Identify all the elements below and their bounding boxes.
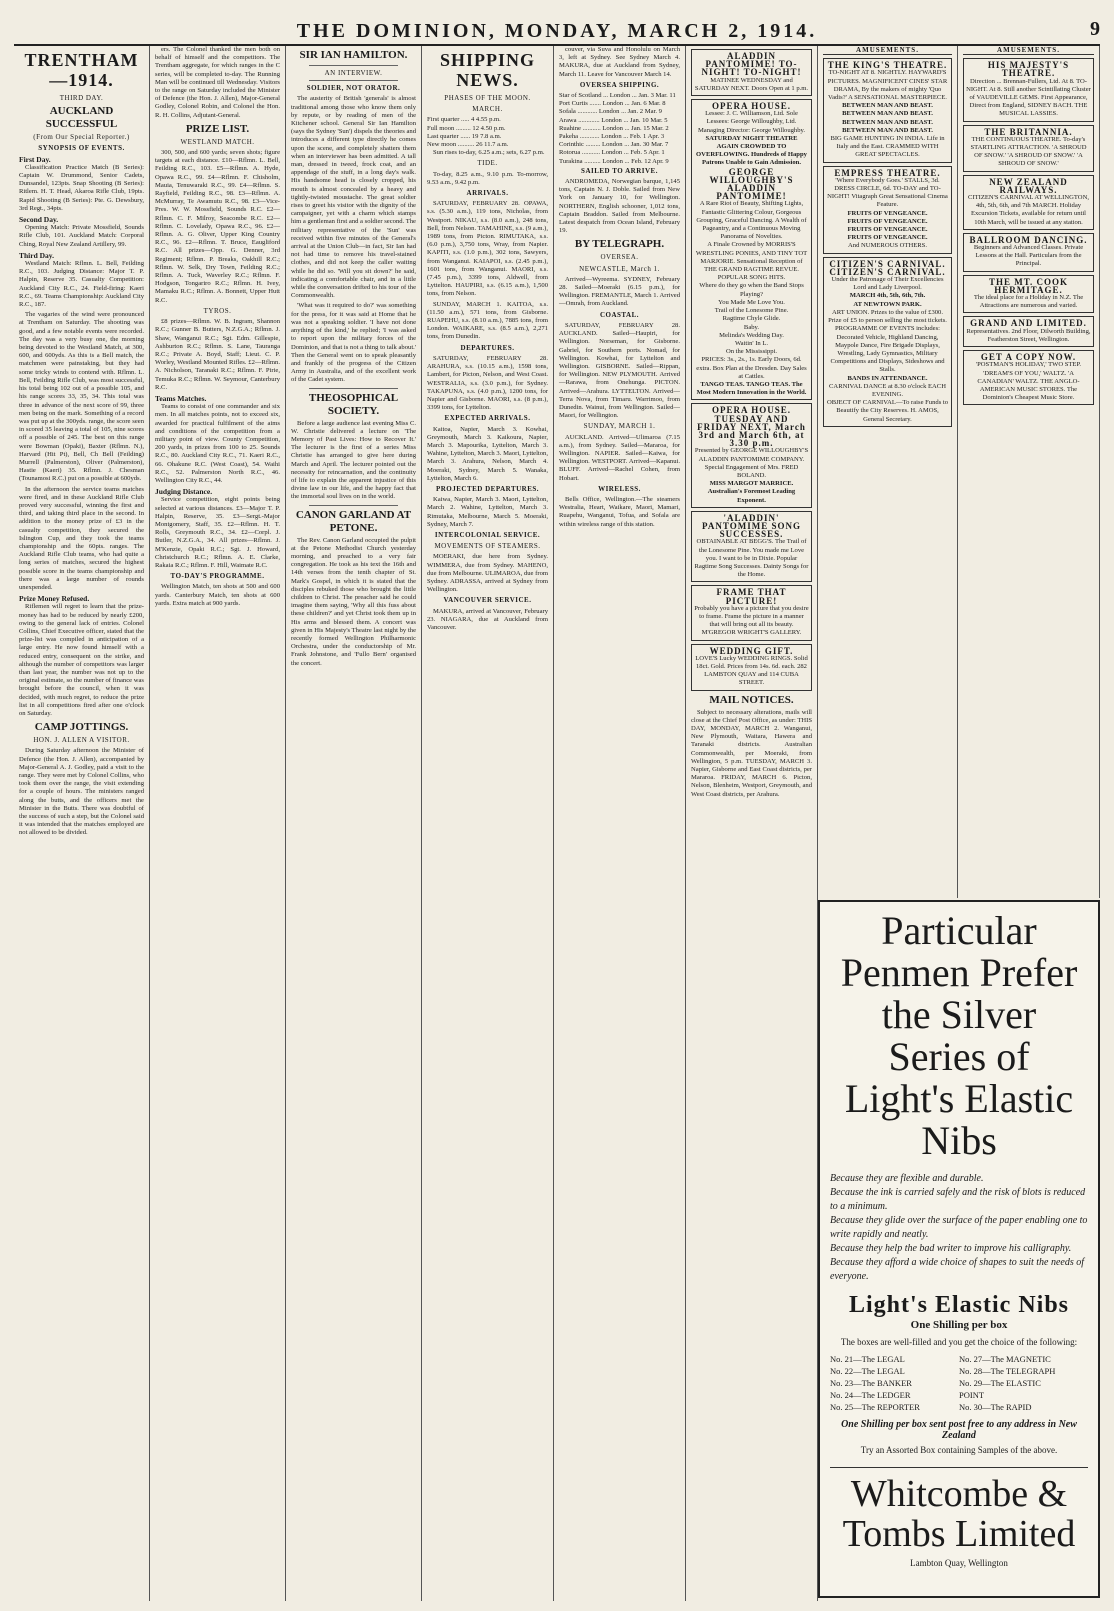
prize-list-text: £8 prizes—Rflmn. W. B. Ingram, Shannon R.C.; Gunner B. Butters, N.Z.G.A.; Rflmn. J. Shaw, Wanganui R.C.; Sgt. Edm. Gillespie, Ashburton R.C.; Rflmn. S. Lane, Tauranga R.C.; Private A. Boyd, Staff; Lieut. C. P. Worley, Westland Mounted Rifles. £2—Rflmn. A. Nicholson, Taranaki R.C.; Rflmn. F. Pirie, Temuka R.C.; Rflmn. W. Seymour, Canterbury R.C. bbox=[155, 318, 280, 391]
ad-text: Under the Patronage of Their Excellencies Lord and Lady Liverpool. bbox=[831, 276, 944, 292]
nib-item: No. 22—The LEGAL bbox=[830, 1366, 905, 1376]
ad-title: NEW ZEALAND RAILWAYS. bbox=[989, 176, 1068, 195]
side-prize-money: Prize Money Refused. bbox=[19, 594, 90, 604]
article-body: 'What was it required to do?' was something for the press, for it was said at Home that he was not a speaking soldier. 'I have not done anything of the kind,' he replied; 'I was asked to report upon the military forces of the Dominion, and that is not a thing to talk about.' Then the General went on to speak pleasantly and frankly of the progress of the Citizen Army in Australia, and of the excellent work of the Cadet system. bbox=[291, 302, 416, 384]
ad-text: Probably you have a picture that you desire to frame. Frame the picture in a manner that will bring out all its beauty. M'GREGOR WRIGHT'S GALLERY. bbox=[694, 604, 809, 637]
divider bbox=[309, 505, 398, 506]
divider bbox=[309, 388, 398, 389]
prize-list-text: Service competition, eight points being selected at various distances. £3—Major T. P. Halpin, Reserve, 35. £3—Sergt.-Major Montgomery, Staff, 35. £2—Rflmn. H. T. Rolls, Greymouth R.C., 34. £2—Corpl. J. Butler, N.Z.G.A., 34. All prizes—Rflmn. J. M'Kenzie, Opaki R.C.; Sgt. J. Howard, Christchurch R.C.; Rflmn. A. E. Clarke, Rakaia R.C.; Rflmn. F. Hill, Waimate R.C. bbox=[155, 496, 280, 569]
nib-item: No. 21—The LEGAL bbox=[830, 1354, 905, 1364]
page-number: 9 bbox=[1090, 18, 1100, 40]
subhead-auckland: AUCKLAND SUCCESSFUL bbox=[45, 105, 118, 131]
subhead-movements: MOVEMENTS OF STEAMERS. bbox=[434, 542, 541, 551]
ad-title: BALLROOM DANCING. bbox=[969, 234, 1088, 245]
song-item: Ragtime Chyle Glide. bbox=[722, 315, 781, 323]
ship-row: Ruahine ........... London ... Jan. 15 Mar. 2 bbox=[559, 124, 669, 132]
coastal-text: AUCKLAND. Arrived—Ulimaroa (7.15 a.m.), from Sydney. Sailed—Mararoa, for Wellington. NAPIER. Sailed—Kaiwa, for Wellington. WESTPORT. Arrived—Kapanui. BLUFF. Arrived—Rachel Cohen, from Hobart. bbox=[559, 433, 680, 482]
ship-row: Star of Scotland ... London ... Jan. 3 Mar. 11 bbox=[559, 92, 676, 100]
ad-empress bbox=[823, 166, 952, 254]
nib-list bbox=[830, 1353, 1088, 1413]
song-item: Baby. bbox=[743, 323, 760, 331]
ad-text: And NUMEROUS OTHERS. bbox=[848, 242, 927, 250]
because-item: Because they help the bad writer to improve his calligraphy. bbox=[830, 1243, 1072, 1254]
ad-title: EMPRESS THEATRE. bbox=[834, 167, 941, 178]
moon-row: First quarter ..... 4 4.55 p.m. bbox=[427, 116, 501, 124]
subhead-departures: DEPARTURES. bbox=[460, 343, 515, 352]
ad-title: GRAND AND LIMITED. bbox=[970, 318, 1087, 329]
brand-name: Light's Elastic Nibs bbox=[848, 1292, 1070, 1318]
side-first-day: First Day. bbox=[19, 154, 51, 164]
ship-row: Rotorua ........... London ... Feb. 5 Apr. 1 bbox=[559, 149, 665, 157]
nib-item: No. 30—The RAPID bbox=[959, 1402, 1032, 1412]
column-ads-2 bbox=[818, 46, 958, 898]
vancouver-text: MAKURA, arrived at Vancouver, February 23. NIAGARA, due at Auckland from Vancouver. bbox=[427, 607, 548, 631]
article-headline-shipping: SHIPPING NEWS. bbox=[439, 50, 535, 90]
telegraph-text: Arrived—Wyreema. SYDNEY, February 28. Sailed—Moeraki (6.15 p.m.), for Wellington. FREMANTLE, March 1. Arrived—Omrah, from Auckland. bbox=[559, 275, 680, 308]
subhead-moon: PHASES OF THE MOON. bbox=[444, 94, 531, 102]
song-list bbox=[694, 282, 809, 356]
subhead-prize-list: PRIZE LIST. bbox=[185, 122, 250, 135]
ad-citizens-carnival bbox=[823, 257, 952, 427]
ad-text: CARNIVAL DANCE at 8.30 o'clock EACH EVENING. bbox=[829, 382, 946, 398]
ad-title: THE BRITANNIA. bbox=[984, 126, 1073, 137]
column-ads-3 bbox=[958, 46, 1100, 898]
subhead-third-day: THIRD DAY. bbox=[59, 94, 104, 102]
subhead-projected: PROJECTED DEPARTURES. bbox=[435, 484, 540, 493]
ad-text: BANDS IN ATTENDANCE. bbox=[847, 374, 928, 382]
subhead-intercolonial: INTERCOLONIAL SERVICE. bbox=[434, 530, 541, 539]
ad-text: Lessee: J. C. Williamson, Ltd. Sole Lessees: George Willoughby, Ltd. Managing Director: George Willoughby. bbox=[697, 110, 806, 134]
programme-text: Wellington Match, ten shots at 500 and 600 yards. Canterbury Match, ten shots at 600 yards. Extra match at 900 yards. bbox=[155, 583, 280, 607]
subhead-hon-allen: HON. J. ALLEN A VISITOR. bbox=[33, 736, 130, 745]
article-body: In the afternoon the service teams matches were fired, and in these Auckland Rifle Club proved very successful, winning the first and third, and taking third place in the second. In addition to the money prize of £3 in the casualty competition, they secured the Islington Cup, and they took the teams championship and the 60pts. ranges. The Auckland Rifle Club teams, who had quite a long series of matches, secured the highest possible score in the teams championship and there was a large number of rounds unexpended. bbox=[19, 485, 144, 591]
subhead-mail-notices: MAIL NOTICES. bbox=[709, 693, 794, 706]
retailer-name: Whitcombe & Tombs Limited bbox=[842, 1473, 1076, 1555]
nib-item: No. 24—The LEDGER bbox=[830, 1390, 911, 1400]
oversea-table bbox=[559, 92, 680, 166]
song-item: Where do they go when the Band Stops Playing? bbox=[699, 282, 804, 298]
ad-frame bbox=[691, 585, 812, 640]
nib-item: No. 25—The REPORTER bbox=[830, 1402, 920, 1412]
ad-line: BETWEEN MAN AND BEAST. bbox=[842, 118, 933, 126]
departures-text: SATURDAY, FEBRUARY 28. ARAHURA, s.s. (10.15 a.m.), 1598 tons, Lambert, for Picton, Nelson, and West Coast. WESTRALIA, s.s. (3.0 p.m.), for Sydney. TAKAPUNA, s.s. (4.0 p.m.), 1200 tons, for Napier and Gisborne. MAORI, s.s. (8 p.m.), 3399 tons, for Lyttelton. bbox=[427, 354, 548, 412]
sunrise-text: Sun rises to-day, 6.25 a.m.; sets, 6.27 p.m. bbox=[433, 149, 545, 157]
subhead-soldier: SOLDIER, NOT ORATOR. bbox=[306, 84, 401, 93]
ad-title: THE KING'S THEATRE. bbox=[827, 60, 948, 71]
subhead-tyros: TYROS. bbox=[203, 306, 232, 315]
projected-text: Kaiwa, Napier, March 3. Maori, Lyttelton, March 2. Wahine, Lyttelton, March 3. Rimutaka, Melbourne, March 5. Moeraki, Sydney, March 7. bbox=[427, 496, 548, 528]
column-shipping bbox=[422, 46, 554, 1601]
ad-title: FRAME THAT PICTURE! bbox=[716, 587, 787, 606]
text-first-day: Classification Practice Match (B Series): Captain W. Drummond, Senior Cadets, Dunsandel, 123pts. Snap Shooting (B Series): Ritlem. H. T. Head, Akaroa Rifle Club, 19pts. Rapid Shooting (B Series): Pte. G. Dewsbury, 3rd Regt., 34pts. bbox=[19, 163, 144, 212]
divider bbox=[309, 65, 398, 66]
text-second-day: Opening Match: Private Mossfield, Sounds Rifle Club, 101. Auckland Match: Corporal Ching, Royal New Zealand Artillery, 99. bbox=[19, 224, 144, 248]
article-body: Riflemen will regret to learn that the prize-money has had to be reduced by nearly £200, owing to the general lack of entries. Colonel Collins, Chief Executive officer, stated that the prize-list was compiled in anticipation of a large entry. He now found himself with a reduced entry, consequent on the strike, and although the number of competitors was larger than last year, the number was not up to the original estimate, so the number of finance was brought before the council, when it was decided, with much regret, to reduce the prize list in all competitions fired after one o'clock on Saturday. bbox=[19, 603, 144, 718]
ad-text: 'POSTMAN'S HOLIDAY,' TWO STEP. 'DREAM'S OF YOU,' WALTZ. 'A CANADIAN' WALTZ. THE ANGLO-AMERICAN MUSIC STORES. The Dominion's Cheapest Music Store. bbox=[975, 361, 1082, 402]
ad-text: CITIZEN'S CARNIVAL AT WELLINGTON, 4th, 5th, 6th, and 7th MARCH. Holiday Excursion Tickets, available for return until 10th March, will be issued at any station. bbox=[968, 194, 1089, 226]
ship-row: Arawa ............. London ... Jan. 10 Mar. 5 bbox=[559, 116, 668, 124]
article-body: Before a large audience last evening Miss C. W. Christie delivered a lecture on 'The Memory of Past Lives: How to Recover It.' The lecturer is the first of a series Miss Christie has arranged to give here during March and April. The lecturer pointed out the necessity for reincarnation, and the continuity of life to explain the apparent injustice of this divine law in our life, and the happy fact that the immortal soul lives on in the world. bbox=[291, 419, 416, 501]
ship-row: Corinthic ......... London ... Jan. 30 Mar. 7 bbox=[559, 141, 669, 149]
ship-row: Pakeha ............ London ... Feb. 1 Apr. 3 bbox=[559, 133, 665, 141]
ad-line: FRUITS OF VENGEANCE. bbox=[847, 226, 928, 234]
ad-title: 'ALADDIN' PANTOMIME SONG SUCCESSES. bbox=[702, 512, 801, 540]
dateline-newcastle: NEWCASTLE, March 1. bbox=[579, 264, 660, 273]
shipping-text: couver, via Suva and Honolulu on March 3, left at Sydney. See Sydney March 4. MAKURA, due at Auckland from Sydney, March 11. Leave for Vancouver March 14. bbox=[559, 46, 680, 78]
article-headline-theosophical: THEOSOPHICAL SOCIETY. bbox=[308, 391, 399, 417]
nib-item: No. 23—The BANKER bbox=[830, 1378, 912, 1388]
side-second-day: Second Day. bbox=[19, 215, 59, 225]
subhead-by-telegraph: BY TELEGRAPH. bbox=[574, 238, 665, 251]
divider bbox=[309, 80, 398, 81]
subhead-expected: EXPECTED ARRIVALS. bbox=[444, 414, 531, 423]
because-list bbox=[830, 1172, 1088, 1284]
ad-title: ALADDIN PANTOMIME! TO-NIGHT! TO-NIGHT! bbox=[701, 51, 802, 78]
ad-text: OBJECT OF CARNIVAL—To raise Funds to Beautify the City Reserves. H. AMOS, General Secretary. bbox=[826, 399, 949, 423]
ad-aladdin-songs bbox=[691, 511, 812, 583]
ad-headline: Particular Penmen Prefer the Silver Series of Light's Elastic Nibs bbox=[840, 908, 1078, 1163]
side-judging: Judging Distance. bbox=[155, 487, 213, 497]
ad-lights-elastic-nibs bbox=[818, 900, 1100, 1598]
subhead-interview: AN INTERVIEW. bbox=[324, 69, 383, 77]
ad-wedding bbox=[691, 644, 812, 691]
dateline-sunday: SUNDAY, MARCH 1. bbox=[583, 422, 656, 431]
article-body: The vagaries of the wind were pronounced at Trentham on Saturday. The shooting was good, and a few notable events were recorded. The day was a very busy one, the morning being devoted to the Westland Match, at 300, 600, and 600yds. As this is a Bell match, the matchmen were painstaking, but they had some tricky winds to contend with. Rflmn. L. Bell, Feilding Rifle Club, was most successful, his total being 102 out of a possible 105, and his range scores 33, 35, 34. This total was three in advance of the next score of 99, three men being on the mark. Something of a record was put up at the 300yds. range, the score seen in scored 35 leaving a total of 105, nine scores off a possible of 245. The best on this range were Bowman (Opaki), Baxter (Rflmn. N.), Harvard (Hit Pt), Bell, Ch Bell (Feilding) Murrell (Palmerston), Oliver (Palmerston), Hastie (Kaeri) 35. Rflmn. J. Chesman (Tounamosi R.C.) put on a possible at 600yds. bbox=[19, 311, 144, 483]
section-head-amusements: AMUSEMENTS. bbox=[963, 46, 1094, 55]
ad-hermitage bbox=[963, 275, 1094, 314]
subhead-wireless: WIRELESS. bbox=[598, 484, 641, 493]
song-item: Melinda's Wedding Day. bbox=[719, 331, 784, 339]
column-prize-list bbox=[150, 46, 286, 1601]
ad-title: GET A COPY NOW. bbox=[980, 352, 1077, 363]
side-third-day: Third Day. bbox=[19, 250, 55, 260]
column-trentham bbox=[14, 46, 150, 1601]
column-ads-1 bbox=[686, 46, 818, 1601]
subhead-sailed: SAILED TO ARRIVE. bbox=[581, 166, 658, 175]
subhead-coastal: COASTAL. bbox=[599, 310, 640, 319]
retailer-block bbox=[830, 1467, 1088, 1568]
intercolonial-text: MOERAKI, due here from Sydney. WIMMERA, due from Sydney. MAHENO, due from Melbourne. ULIMAROA, due from Sydney. ADRASSA, arrived at Sydney from Wellington. bbox=[427, 553, 548, 594]
subhead-camp-jottings: CAMP JOTTINGS. bbox=[34, 721, 129, 734]
expected-text: Kaitoa, Napier, March 3. Kowhai, Greymouth, March 3. Kaikoura, Napier, March 3. Mapourika, Lyttelton, March 3. Wahine, Lyttelton, March 3. Maori, Lyttelton, March 3. Arahura, Nelson, March 4. Moeraki, Sydney, March 5. Wanaka, Lyttelton, March 6. bbox=[427, 425, 548, 482]
because-item: Because they are flexible and durable. bbox=[830, 1173, 984, 1184]
ad-text: A Rare Riot of Beauty, Shifting Lights, Fantastic Glittering Colour, Gorgeous Grouping, Graceful Dancing. A Wealth of Pageantry, and a Continuous Moving Panorama of Novelties. bbox=[696, 200, 807, 241]
retailer-address: Lambton Quay, Wellington bbox=[910, 1558, 1008, 1568]
ad-text: Beginners and Advanced Classes. Private Lessons at the Hall. Particulars from the Principal. bbox=[973, 244, 1084, 268]
moon-row: Full moon ......... 12 4.50 p.m. bbox=[427, 124, 506, 132]
ad-text: THE CONTINUOUS THEATRE. To-day's STARTLING ATTRACTION. 'A SHROUD OF SNOW.' 'A SHROUD OF SNOW.' 'A SHROUD OF SNOW.' bbox=[970, 135, 1087, 168]
trial-note: Try an Assorted Box containing Samples of the above. bbox=[860, 1445, 1058, 1455]
ad-britannia bbox=[963, 125, 1094, 172]
subhead-vancouver: VANCOUVER SERVICE. bbox=[443, 596, 532, 605]
ad-text: PRICES: 3s., 2s., 1s. Early Doors, 6d. extra. Box Plan at the Dresden. Day Sales at Cattles. bbox=[696, 356, 807, 380]
ad-text: MATINEE WEDNESDAY and SATURDAY NEXT. Doors Open at 1 p.m. bbox=[694, 76, 809, 92]
prize-list-text: Teams to consist of one commander and six men. In all matches points, not to exceed six, awarded for practical fulfilment of the aims and conditions of the competition from a military point of view. County Competition, 200 yards, in prizes from 100 to 25. Sounds R.C., 80. Auckland City R.C., 71. Kaeri R.C., 66. Ohakune R.C. (West Coast), 54. Waihi R.C., 52. Palmerston North R.C., 46. Wellington City R.C., 44. bbox=[155, 403, 280, 484]
ad-text: Representatives. 2nd Floor, Dilworth Building, Featherston Street, Wellington. bbox=[966, 327, 1091, 343]
ad-text: BIG GAME HUNTING IN INDIA. Life in Italy and the East. CRAMMED WITH GREAT SPECTACLES. bbox=[830, 135, 945, 159]
ad-aladdin bbox=[691, 49, 812, 96]
ship-row: Turakina .......... London ... Feb. 12 Apr. 9 bbox=[559, 157, 669, 165]
column-shipping-2 bbox=[554, 46, 686, 1601]
song-item: You Made Me Love You. bbox=[718, 298, 785, 306]
song-item: Trail of the Lonesome Pine. bbox=[714, 307, 789, 315]
moon-row: Last quarter ...... 19 7.8 a.m. bbox=[427, 132, 502, 140]
ad-text: LOVE'S Lucky WEDDING RINGS. Solid 18ct. Gold. Prices from 14s. 6d. each. 282 LAMBTON QUAY and 114 CUBA STREET. bbox=[695, 654, 808, 687]
subhead-arrivals: ARRIVALS. bbox=[466, 189, 509, 198]
ad-text: The ideal place for a Holiday in N.Z. The Attractions are numerous and varied. bbox=[973, 294, 1084, 310]
article-body: The austerity of British 'generals' is almost traditional among those who know them only by repute, or by reading of men of the Kitchener school. General Sir Ian Hamilton (says the Sydney 'Sun') dispels the theories and introduces a different type directly he comes upon the scene, and completely shatters them when an interviewer has been admitted. A tall man, dressed in tweed, frock coat, and an appendage of the stuff, in a long day's walk. His handsome head is closely cropped, his mouth is almost concealed by a heavy and tightly-twisted moustache. The great soldier rises to greet his visitor with the dignity of the campaigner, yet with a charm which stamps him a gentleman first and a soldier second. The military representative of the 'Sun' was received within five minutes of the General's arrival at the Union Club—in fact, Sir Ian had not had time to remove his travel-stained clothes, and did not keep the caller waiting while he did so. 'Will you sit down?' he said, indicating a comfortable chair, and in a little while the conversation drifted to his tour of the Commonwealth. bbox=[291, 95, 416, 300]
ad-opera-house-2 bbox=[691, 403, 812, 507]
nib-item: No. 29—The ELASTIC bbox=[959, 1378, 1041, 1388]
song-item: Waitin' In L. bbox=[734, 339, 769, 347]
ad-line: FRUITS OF VENGEANCE. bbox=[847, 234, 928, 242]
sailed-text: ANDROMEDA, Norwegian barque, 1,145 tons, Captain N. J. Doble. Sailed from New York on January 10, for Wellington. NORTHERN, English schooner, 1,012 tons, Captain Braddon. Sailed from Melbourne. Latest despatch from Ocean Island, February 19. bbox=[559, 178, 680, 235]
ad-title: CITIZEN'S CARNIVAL. CITIZEN'S CARNIVAL. bbox=[829, 258, 946, 277]
ad-line: BETWEEN MAN AND BEAST. bbox=[842, 102, 933, 110]
side-teams: Teams Matches. bbox=[155, 393, 207, 403]
ad-text: 'Where Everybody Goes.' STALLS, 3d. DRESS CIRCLE, 6d. TO-DAY and TO-NIGHT! Vitagraph Great Sensational Cinema Feature. bbox=[827, 176, 948, 209]
subhead-oversea-tel: OVERSEA. bbox=[600, 253, 639, 262]
moon-table bbox=[427, 116, 548, 149]
prize-list-text: 300, 500, and 600 yards; seven shots; figure targets at each distance. £10—Rflmn. L. Bell, Feilding R.C., 103. £5—Rflmn. A. Hyde, Opawa R.C., 99. £4—Rflmn. F. Chisholm, Mauia, Tenuwaraki R.C., 99. £4—Rflmn. S. Rayfield, Feilding R.C., 98. £3—Rflmn. A. McMurray, Te Awamutu R.C., 98. £3—Vice-Pres. W. W. Mossfield, Sounds R.C. £2—Rflmn. C. F. Milroy, Seacombe R.C. £2—Rflmn. C. Lovelady, Opawa R.C., 96. £2—Rflmn. A. G. Oliver, Upper King Country R.C., 96. £2—Rflmn. T. Bruce, Eaugliford R.C. All prizes—Opp. G. Denner, 3rd Regiment; Rflmn. P. Breaks, Oakhill R.C.; Rflmn. W. Selk, Dry Town, Feilding R.C.; Rflmn. A. Tuck, Waverley R.C.; Rflmn. F. Hodgson, Tongariro R.C.; Rflmn. H. Ivey, Mamaku R.C.; Rflmn. A. Bonnett, Upper Hutt R.C. bbox=[155, 149, 280, 304]
postage-note: One Shilling per box sent post free to any address in New Zealand bbox=[841, 1419, 1077, 1441]
ad-title: OPERA HOUSE. bbox=[711, 101, 791, 112]
subhead-tide: TIDE. bbox=[477, 159, 498, 168]
ad-text: TO-NIGHT AT 8. NIGHTLY. HAYWARD'S PICTURES. MAGNIFICENT CINES' STAR DRAMA, By the makers of mighty 'Quo Vadis?' A SENSATIONAL MASTERPIECE. bbox=[827, 69, 948, 102]
article-body: ers. The Colonel thanked the men both on behalf of himself and the competitors. The Trentham aggregate, for which ranges in the C series, will be completed to-day. The Running Man will be continued till Wednesday. Visitors to the range on Saturday included the Minister of Defence (the Hon. J. Allen), Major-General Godley, Colonel Robin, and Colonel the Hon. R. H. Collins, Adjutant-General. bbox=[155, 46, 280, 119]
ad-text: PROGRAMME OF EVENTS includes: Decorated Vehicle, Highland Dancing, Maypole Dance, Fire Brigade Displays, Wrestling, Lady Gymnastics, Military Competitions and Displays, Sideshows and Stalls. bbox=[830, 325, 945, 374]
ad-text: AT NEWTOWN PARK. bbox=[853, 300, 922, 308]
synopsis-head: SYNOPSIS OF EVENTS. bbox=[38, 144, 125, 153]
ad-text: MARCH 4th, 5th, 6th, 7th. bbox=[849, 292, 926, 300]
ad-title: HIS MAJESTY'S THEATRE. bbox=[987, 60, 1070, 79]
price-line: One Shilling per box bbox=[910, 1319, 1008, 1331]
nib-item: No. 28—The TELEGRAPH bbox=[959, 1366, 1056, 1376]
because-item: Because they afford a wide choice of shapes to suit the needs of everyone. bbox=[830, 1257, 1085, 1282]
ad-his-majestys bbox=[963, 58, 1094, 121]
subhead-todays-programme: TO-DAY'S PROGRAMME. bbox=[170, 572, 265, 581]
moon-month: MARCH. bbox=[472, 105, 503, 114]
subhead-oversea: OVERSEA SHIPPING. bbox=[579, 80, 660, 89]
ad-text: ART UNION. Prizes to the value of £300. Prize of £5 to person selling the most tickets. bbox=[828, 308, 947, 325]
article-body: During Saturday afternoon the Minister of Defence (the Hon. J. Allen), accompanied by Major-General A. J. Godley, paid a visit to the range. They were met by Colonel Collins, who took them over the range, the visit extending for a couple of hours. The ministers ranged along the butts, and the officers met the Minister in the Butts. There was doubtful of the success of such a step, but the Colonel said it was intended that the matches employed are not allowed to be divided. bbox=[19, 747, 144, 837]
ad-line: BETWEEN MAN AND BEAST. bbox=[842, 126, 933, 134]
section-head-amusements: AMUSEMENTS. bbox=[823, 46, 952, 55]
ad-music-store bbox=[963, 350, 1094, 405]
ad-text: Direction ... Brennan-Fullers, Ltd. At 8. TO-NIGHT. At 8. Still another Scintillating Cluster of VAUDEVILLE GEMS. First Appearance, Direct from England, SIDNEY BACH. THE MUSICAL LASSIES. bbox=[966, 77, 1091, 118]
article-body: The Rev. Canon Garland occupied the pulpit at the Petone Methodist Church yesterday morning, and preached to a very fair congregation. He took as his text the 16th and 14th verses from the tenth chapter of St. Mark's Gospel, in which it is stated that the disciples rebuked those who brought the little children to Christ. The preacher said he could imagine them saying, 'Why all this fuss about these children?' and yet Christ took them up in His arms and blessed them. A concert was given in His Majesty's Theatre last night by the recently formed Wellington Philharmonic Orchestra, under the conductorship of Mr. Frank Johnstone, and 'Fullo Bern' organised the concert. bbox=[291, 536, 416, 667]
text-third-day: Westland Match: Rflmn. L. Bell, Feilding R.C., 103. Judging Distance: Major T. P. Halpin, Reserve 35. Casualty Competition: Auckland City R.C., 24. Field-firing: Kaeri R.C., 69. Teams Championship: Auckland City R.C., 187. bbox=[19, 260, 144, 309]
ad-text: TANGO TEAS. TANGO TEAS. The Most Modern Innovation in the World. bbox=[696, 380, 807, 397]
mail-text: Subject to necessary alterations, mails will close at the Chief Post Office, as under: THIS DAY, MONDAY, MARCH 2. Wanganui, New Plymouth, Waitara, Hawera and Taranaki districts. Australian Commonwealth, per Moeraki, from Wellington, 5 p.m. TUESDAY, MARCH 3. Napier, Gisborne and East Coast districts, per Mararoa. FRIDAY, MARCH 6. Picton, Nelson, Blenheim, Westport, Greymouth, and West Coast districts, per Arahura. bbox=[691, 708, 812, 798]
ad-text: Presented by GEORGE WILLOUGHBY'S ALADDIN PANTOMIME COMPANY. Special Engagement of Mrs. FRED BOLAND. bbox=[694, 447, 809, 479]
masthead-title: THE DOMINION, MONDAY, MARCH 2, 1914. bbox=[296, 20, 818, 42]
wireless-text: Bells Office, Wellington.—The steamers Westralia, Heart, Waikare, Maori, Mamari, Ruapehu, Wanganui, Tofua, and Sofala are within wireless range of this station. bbox=[559, 495, 680, 528]
ad-title: THE MT. COOK HERMITAGE. bbox=[988, 276, 1069, 295]
ad-line: BETWEEN MAN AND BEAST. bbox=[842, 110, 933, 118]
ad-opera-house bbox=[691, 99, 812, 400]
ad-title: GEORGE WILLOUGHBY'S ALADDIN PANTOMIME! bbox=[709, 166, 794, 202]
ad-text: A Finale Crowned by MORRIS'S WRESTLING PONIES, AND TINY TOT MARJORIE. Sensational Reception of THE GRAND RAGTIME REVUE. POPULAR SONG HITS. bbox=[695, 241, 808, 282]
ad-line: FRUITS OF VENGEANCE. bbox=[847, 209, 928, 217]
because-item: Because the ink is carried safely and the risk of blots is reduced to a minimum. bbox=[830, 1187, 1086, 1212]
song-item: On the Mississippi. bbox=[725, 348, 778, 356]
ad-ballroom bbox=[963, 233, 1094, 272]
article-headline-canon: CANON GARLAND AT PETONE. bbox=[295, 508, 412, 534]
ad-text: OBTAINABLE AT BEGG'S. The Trail of the Lonesome Pine. You made me Love you. I want to be in Dixie. Popular Ragtime Song Successes. Dainty Songs for the Home. bbox=[694, 538, 809, 579]
ad-kings-theatre bbox=[823, 58, 952, 162]
ad-title: OPERA HOUSE. TUESDAY AND FRIDAY NEXT, March 3rd and March 6th, at 3.30 p.m. bbox=[697, 405, 806, 449]
ad-text: MISS MARGOT MARRICE. Australian's Foremost Leading Exponent. bbox=[707, 480, 796, 504]
ad-line: FRUITS OF VENGEANCE. bbox=[847, 217, 928, 225]
column-hamilton bbox=[286, 46, 422, 1601]
byline: (From Our Special Reporter.) bbox=[33, 133, 130, 142]
tide-text: To-day, 8.25 a.m., 9.10 p.m. To-morrow, 9.53 a.m., 9.42 p.m. bbox=[427, 170, 548, 186]
nib-item: No. 27—The MAGNETIC bbox=[959, 1354, 1051, 1364]
ship-row: Sofala ............ London ... Jan. 2 Mar. 9 bbox=[559, 108, 662, 116]
subhead-westland: WESTLAND MATCH. bbox=[180, 137, 255, 146]
moon-row: New moon .......... 26 11.7 a.m. bbox=[427, 141, 509, 149]
nib-item: POINT bbox=[959, 1390, 985, 1400]
masthead bbox=[14, 18, 1100, 46]
nib-list-intro: The boxes are well-filled and you get the choice of the following: bbox=[840, 1337, 1078, 1347]
ad-text: SATURDAY NIGHT THEATRE AGAIN CROWDED TO OVERFLOWING. Hundreds of Happy Patrons Unable to Gain Admission. bbox=[696, 134, 807, 167]
ad-grand bbox=[963, 316, 1094, 347]
arrivals-text: SUNDAY, MARCH 1. KAITOA, s.s. (11.50 a.m.), 571 tons, from Gisborne. RUAPEHU, s.s. (8.10 a.m.), 7885 tons, from London. WAIKARE, s.s. (8.5 a.m.), 2,271 tons, from Dunedin. bbox=[427, 300, 548, 341]
article-headline-hamilton: SIR IAN HAMILTON. bbox=[299, 49, 408, 61]
ad-title: WEDDING GIFT. bbox=[709, 645, 794, 656]
ad-railways bbox=[963, 175, 1094, 230]
arrivals-text: SATURDAY, FEBRUARY 28. OPAWA, s.s. (5.30 a.m.), 119 tons, Nicholas, from Westport. NIKAU, s.s. (8.0 a.m.), 248 tons, Bell, from Nelson. TAMAHINE, s.s. (9 a.m.), 1989 tons, from Picton. RIMUTAKA, s.s. (6.0 p.m.), 3,750 tons, Wray, from Napier. KAPITI, s.s. (1.0 p.m.), 302 tons, Sawyers, from Wanganui. KAIAPOI, s.s. (2.45 p.m.), 1601 tons, from Wanganui. MAORI, s.s. (7.45 p.m.), 3399 tons, Aldwell, from Lyttelton. HAUPIRI, s.s. (6.15 a.m.), 1,500 tons, from Nelson. bbox=[427, 200, 548, 298]
because-item: Because they glide over the surface of the paper enabling one to write rapidly and neatly. bbox=[830, 1215, 1088, 1240]
coastal-text: SATURDAY, FEBRUARY 28. AUCKLAND. Sailed—Haupiri, for Wellington. Norseman, for Gisborne. Gabriel, for Southern ports. Nomad, for Wellington. Kowhai, for Lyttelton and Wellington. GISBORNE. Sailed—Rippan, for Wellington. NEW PLYMOUTH. Arrived—Rarawa, from Onehunga. PICTON. Arrived—Arahura. LYTTELTON. Arrived—Terra Nova, from Timaru. Warrimoo, from Dunedin. Wainui, from Wellington. Sailed—Maori, for Wellington. bbox=[559, 321, 680, 420]
ship-row: Port Curtis ....... London ... Jan. 6 Mar. 8 bbox=[559, 100, 666, 108]
article-headline-trentham: TRENTHAM—1914. bbox=[24, 50, 139, 90]
